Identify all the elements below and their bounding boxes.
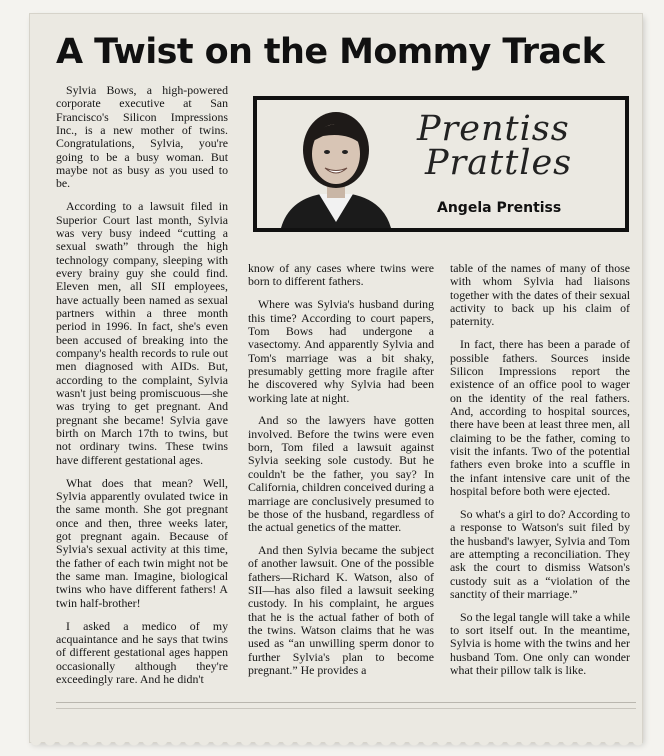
paragraph: Sylvia Bows, a high-powered corporate executive at San Francisco's Silicon Impressions Inc., is a new mother of twins. Congratulations, Sylvia, you're going to be a busy woman. But maybe not as busy as you used to be. [56, 83, 228, 191]
paragraph: What does that mean? Well, Sylvia apparently ovulated twice in the same month. She got pregnant once and then, three weeks later, got pregnant again. Because of Sylvia's sexual activity at this time, the father of each twin might not be the same man. Imagine, biological twins who have different fathers! A twin half-brother! [56, 475, 228, 610]
paragraph: know of any cases where twins were born to different fathers. [248, 261, 434, 289]
byline-inner [257, 100, 625, 228]
paragraph: I asked a medico of my acquaintance and he says that twins of different gestational ages happen occasionally although they're exceedingly rare. And he didn't [56, 618, 228, 686]
torn-edge [30, 740, 642, 748]
headline: A Twist on the Mommy Track [56, 32, 605, 72]
author-name: Angela Prentiss [437, 200, 562, 216]
column-name-line-2: Prattles [425, 143, 573, 183]
paragraph: According to a lawsuit filed in Superior Court last month, Sylvia was very busy indeed “cutting a sexual swath” through the high technology company, sleeping with every brainy guy she could find. Eleven men, all SII employees, have actually been named as sexual partners within a three month period in 1996. In fact, she's even been accused of breaking into the company's health records to rule out men diagnosed with AIDs. But, according to the complaint, Sylvia wasn't just being promiscuous—she was trying to get pregnant. And pregnant she became! Sylvia gave birth on March 17th to twins, but not ordinary twins. These twins have different gestational ages. [56, 199, 228, 467]
paragraph: So what's a girl to do? According to a response to Watson's suit filed by the husband's lawyer, Sylvia and Tom are attempting a reconciliation. They ask the court to dismiss Watson's custody suit as a “violation of the sanctity of their marriage.” [450, 506, 630, 601]
newspaper-clipping [30, 14, 642, 742]
column-3 [450, 262, 630, 687]
byline-box [253, 96, 629, 232]
paragraph: And so the lawyers have gotten involved. Before the twins were even born, Tom filed a lawsuit against Sylvia seeking sole custody. But he couldn't be the father, you say? In California, children conceived during a marriage are conclusively presumed to be those of the husband, regardless of the actual genetics of the matter. [248, 413, 434, 535]
paragraph: So the legal tangle will take a while to sort itself out. In the meantime, Sylvia is home with the twins and her husband Tom. One only can wonder what their pillow talk is like. [450, 609, 630, 678]
column-name-line-1: Prentiss [417, 109, 570, 149]
author-portrait [261, 100, 411, 228]
paragraph: In fact, there has been a parade of possible fathers. Sources inside Silicon Impressions report the existence of an office pool to wager on the identity of the real fathers. And, according to hospital sources, there have been at least three men, all claiming to be the father, coming to visit the infants. Two of the potential fathers even broke into a scuffle in the infant intensive care unit of the hospital before both were ejected. [450, 337, 630, 498]
divider [56, 708, 636, 709]
paragraph: And then Sylvia became the subject of another lawsuit. One of the possible fathers—Richard K. Watson, also of SII—has also filed a lawsuit seeking custody. In his complaint, he argues that he is the actual father of both of the twins. Watson claims that he was used as “an unwilling sperm donor to further Sylvia's plan to become pregnant.” He provides a [248, 543, 434, 678]
paragraph: Where was Sylvia's husband during this time? According to court papers, Tom Bows had undergone a vasectomy. And apparently Sylvia and Tom's marriage was a bit shaky, presumably getting more fragile after he discovered why Sylvia had been working late at night. [248, 297, 434, 405]
paragraph: table of the names of many of those with whom Sylvia had liaisons together with the dates of their sexual activity to back up his claim of paternity. [450, 261, 630, 329]
column-name [417, 109, 627, 183]
column-2 [248, 262, 434, 687]
divider [56, 702, 636, 703]
column-1 [56, 84, 228, 696]
